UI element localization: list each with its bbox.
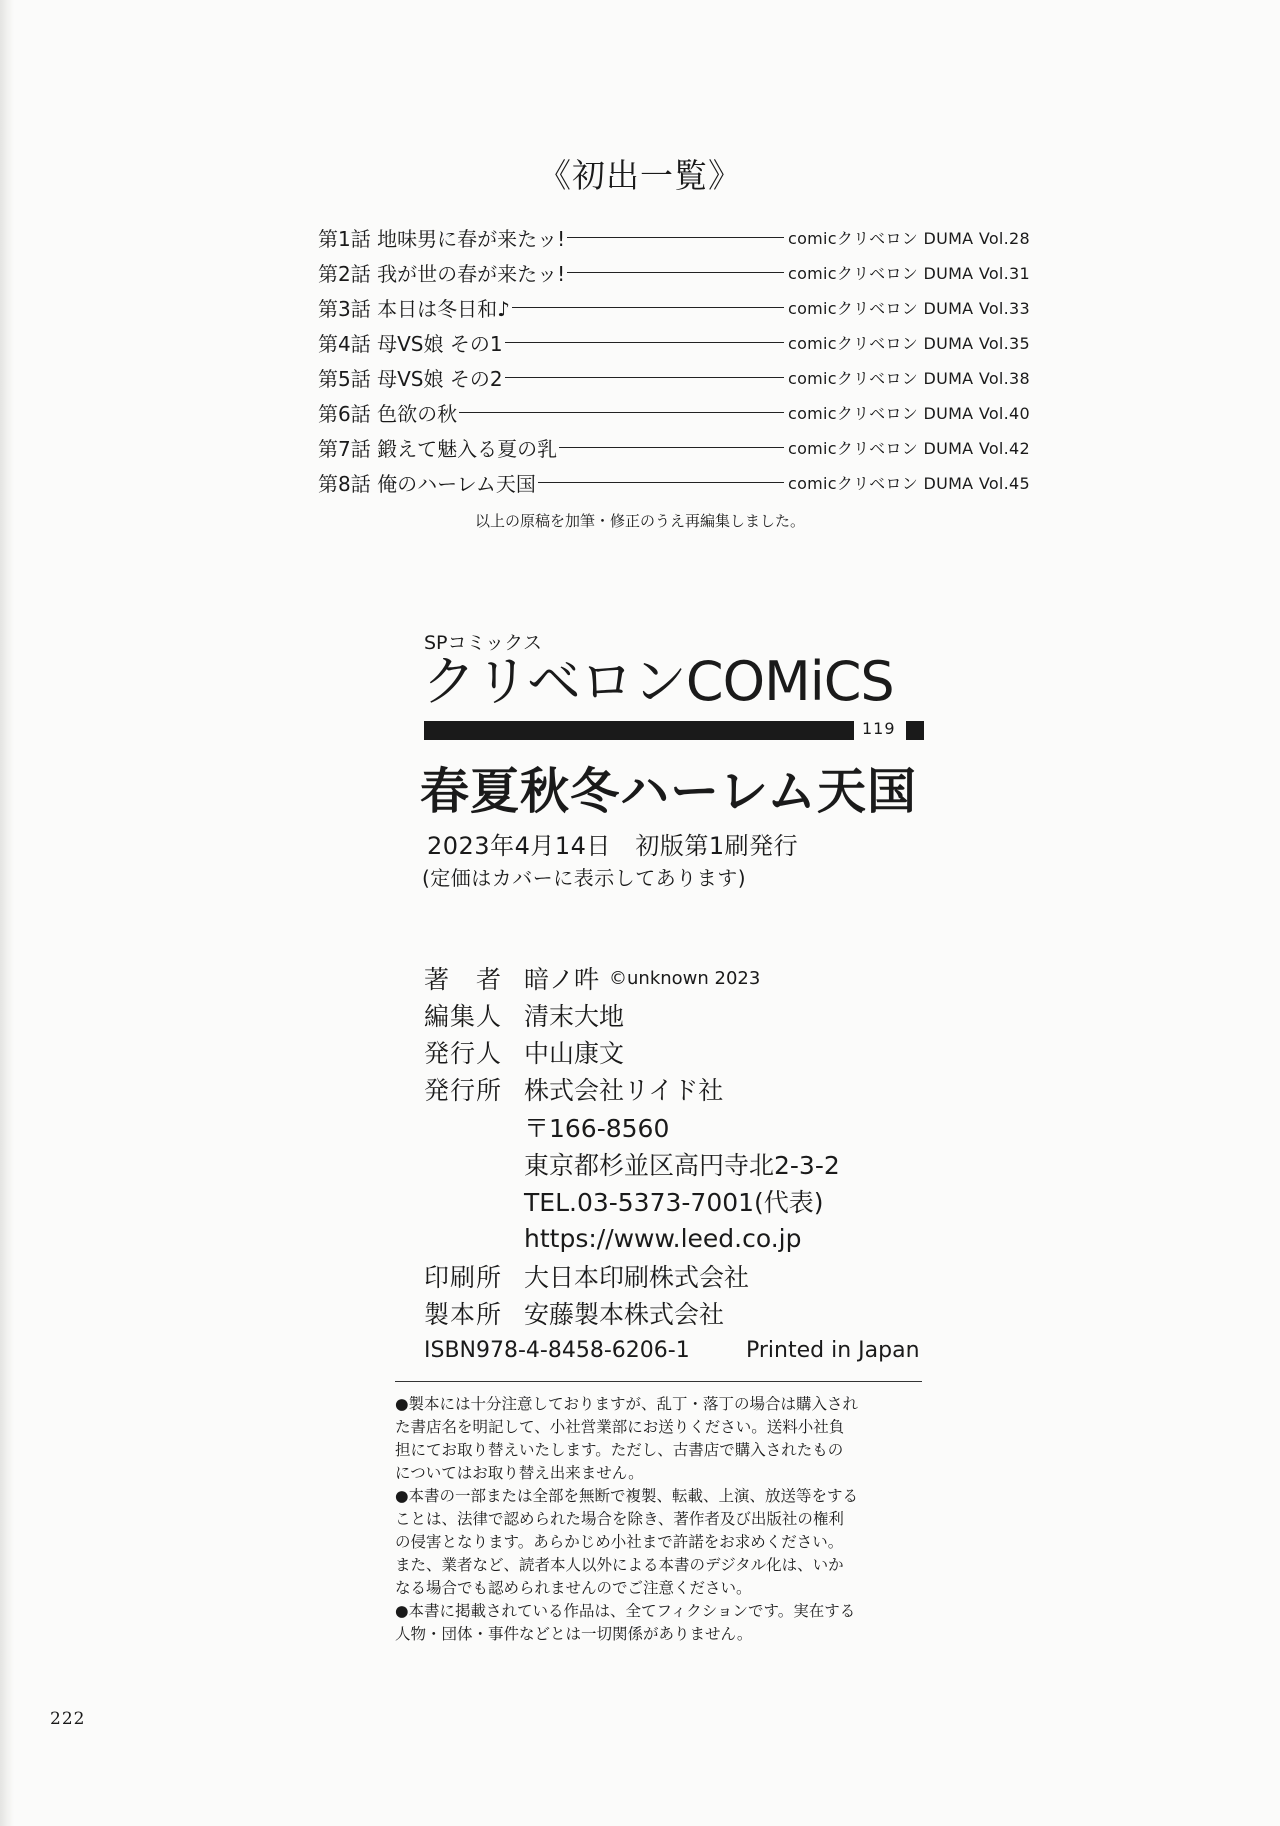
printer-name: 大日本印刷株式会社 <box>524 1263 750 1292</box>
toc-source: comicクリベロン DUMA Vol.35 <box>787 334 1030 353</box>
toc-row <box>318 430 1030 465</box>
publisher-url: https://www.leed.co.jp <box>524 1223 802 1253</box>
notice-copyright <box>395 1485 930 1600</box>
toc-source: comicクリベロン DUMA Vol.33 <box>787 299 1030 318</box>
printed-in: Printed in Japan <box>746 1338 920 1363</box>
series-number: 119 <box>862 719 896 738</box>
toc-source: comicクリベロン DUMA Vol.40 <box>787 404 1030 423</box>
postal-code: 〒166-8560 <box>524 1114 670 1143</box>
publication-date: 2023年4月14日 初版第1刷発行 <box>427 832 799 860</box>
notice-line: なる場合でも認められませんのでご注意ください。 <box>395 1579 752 1597</box>
binder-label: 製本所 <box>424 1300 503 1329</box>
series-label-small: SPコミックス <box>424 632 542 654</box>
notice-line: についてはお取り替え出来ません。 <box>395 1464 644 1482</box>
book-title: 春夏秋冬ハーレム天国 <box>420 763 918 820</box>
divider <box>395 1381 922 1382</box>
author-name: 暗ノ吽 <box>524 965 600 994</box>
colophon-row-url <box>424 1221 802 1255</box>
colophon-row-printer <box>424 1259 749 1293</box>
notice-line: 担にてお取り替えいたします。ただし、古書店で購入されたもの <box>395 1441 844 1459</box>
toc-leader <box>538 482 784 483</box>
series-bar-end <box>906 721 924 740</box>
toc-row <box>318 325 1030 360</box>
isbn: ISBN978-4-8458-6206-1 <box>424 1338 690 1363</box>
toc-row <box>318 360 1030 395</box>
editor-label: 編集人 <box>424 1002 503 1031</box>
toc-title: 第6話 色欲の秋 <box>318 402 458 426</box>
toc-title: 第1話 地味男に春が来たッ! <box>318 227 566 251</box>
author-label: 著 者 <box>424 965 503 994</box>
toc-source: comicクリベロン DUMA Vol.31 <box>787 264 1030 283</box>
publisher-tel: TEL.03-5373-7001(代表) <box>524 1188 824 1217</box>
first-appearance-heading: 《初出一覧》 <box>538 156 742 195</box>
notice-fiction <box>395 1600 930 1646</box>
toc-row <box>318 220 1030 255</box>
notice-line: ●本書に掲載されている作品は、全てフィクションです。実在する <box>395 1602 856 1620</box>
notice-line: ことは、法律で認められた場合を除き、著作者及び出版社の権利 <box>395 1510 844 1528</box>
publisher-address: 東京都杉並区高円寺北2-3-2 <box>524 1151 840 1180</box>
toc-title: 第8話 俺のハーレム天国 <box>318 472 536 496</box>
notice-line: また、業者など、読者本人以外による本書のデジタル化は、いか <box>395 1556 844 1574</box>
publisher-name: 株式会社リイド社 <box>524 1076 724 1105</box>
page-number: 222 <box>50 1709 86 1729</box>
colophon-row-issuer <box>424 1035 624 1069</box>
colophon-row-address <box>424 1147 840 1181</box>
toc-leader <box>567 272 784 273</box>
price-note: (定価はカバーに表示してあります) <box>422 866 747 890</box>
issuer-label: 発行人 <box>424 1039 503 1068</box>
toc-title: 第7話 鍛えて魅入る夏の乳 <box>318 437 558 461</box>
toc-source: comicクリベロン DUMA Vol.28 <box>787 229 1030 248</box>
colophon-row-postal <box>424 1110 669 1144</box>
colophon-row-publisher <box>424 1072 723 1106</box>
toc-row <box>318 465 1030 500</box>
toc-source: comicクリベロン DUMA Vol.45 <box>787 474 1030 493</box>
notice-line: の侵害となります。あらかじめ小社まで許諾をお求めください。 <box>395 1533 844 1551</box>
copyright: ©unknown 2023 <box>609 967 761 989</box>
colophon-row-binder <box>424 1296 724 1330</box>
colophon-row-author <box>424 961 760 995</box>
scan-edge <box>0 0 14 1826</box>
editor-name: 清末大地 <box>524 1002 625 1031</box>
notice-line: 人物・団体・事件などとは一切関係がありません。 <box>395 1625 753 1643</box>
toc-title: 第4話 母VS娘 その1 <box>318 332 503 356</box>
issuer-name: 中山康文 <box>524 1039 625 1068</box>
colophon-row-tel <box>424 1184 824 1218</box>
toc-row <box>318 255 1030 290</box>
toc-title: 第3話 本日は冬日和♪ <box>318 297 510 321</box>
toc-leader <box>459 412 784 413</box>
printer-label: 印刷所 <box>424 1263 503 1292</box>
toc-leader <box>505 377 784 378</box>
series-logo: クリベロンCOMiCS <box>422 650 894 713</box>
toc-title: 第2話 我が世の春が来たッ! <box>318 262 566 286</box>
notice-line: た書店名を明記して、小社営業部にお送りください。送料小社負 <box>395 1418 845 1436</box>
publisher-label: 発行所 <box>424 1076 503 1105</box>
toc-leader <box>505 342 784 343</box>
toc-title: 第5話 母VS娘 その2 <box>318 367 503 391</box>
toc-row <box>318 290 1030 325</box>
toc-source: comicクリベロン DUMA Vol.42 <box>787 439 1030 458</box>
toc-row <box>318 395 1030 430</box>
binder-name: 安藤製本株式会社 <box>524 1300 725 1329</box>
series-bar <box>424 721 854 740</box>
revision-note: 以上の原稿を加筆・修正のうえ再編集しました。 <box>474 512 805 530</box>
colophon-row-editor <box>424 998 624 1032</box>
toc-leader <box>567 237 784 238</box>
toc-source: comicクリベロン DUMA Vol.38 <box>787 369 1030 388</box>
notice-line: ●本書の一部または全部を無断で複製、転載、上演、放送等をする <box>395 1487 859 1505</box>
toc-leader <box>559 447 784 448</box>
toc-leader <box>512 307 784 308</box>
notice-defects <box>395 1393 930 1485</box>
notice-line: ●製本には十分注意しておりますが、乱丁・落丁の場合は購入され <box>395 1395 859 1413</box>
